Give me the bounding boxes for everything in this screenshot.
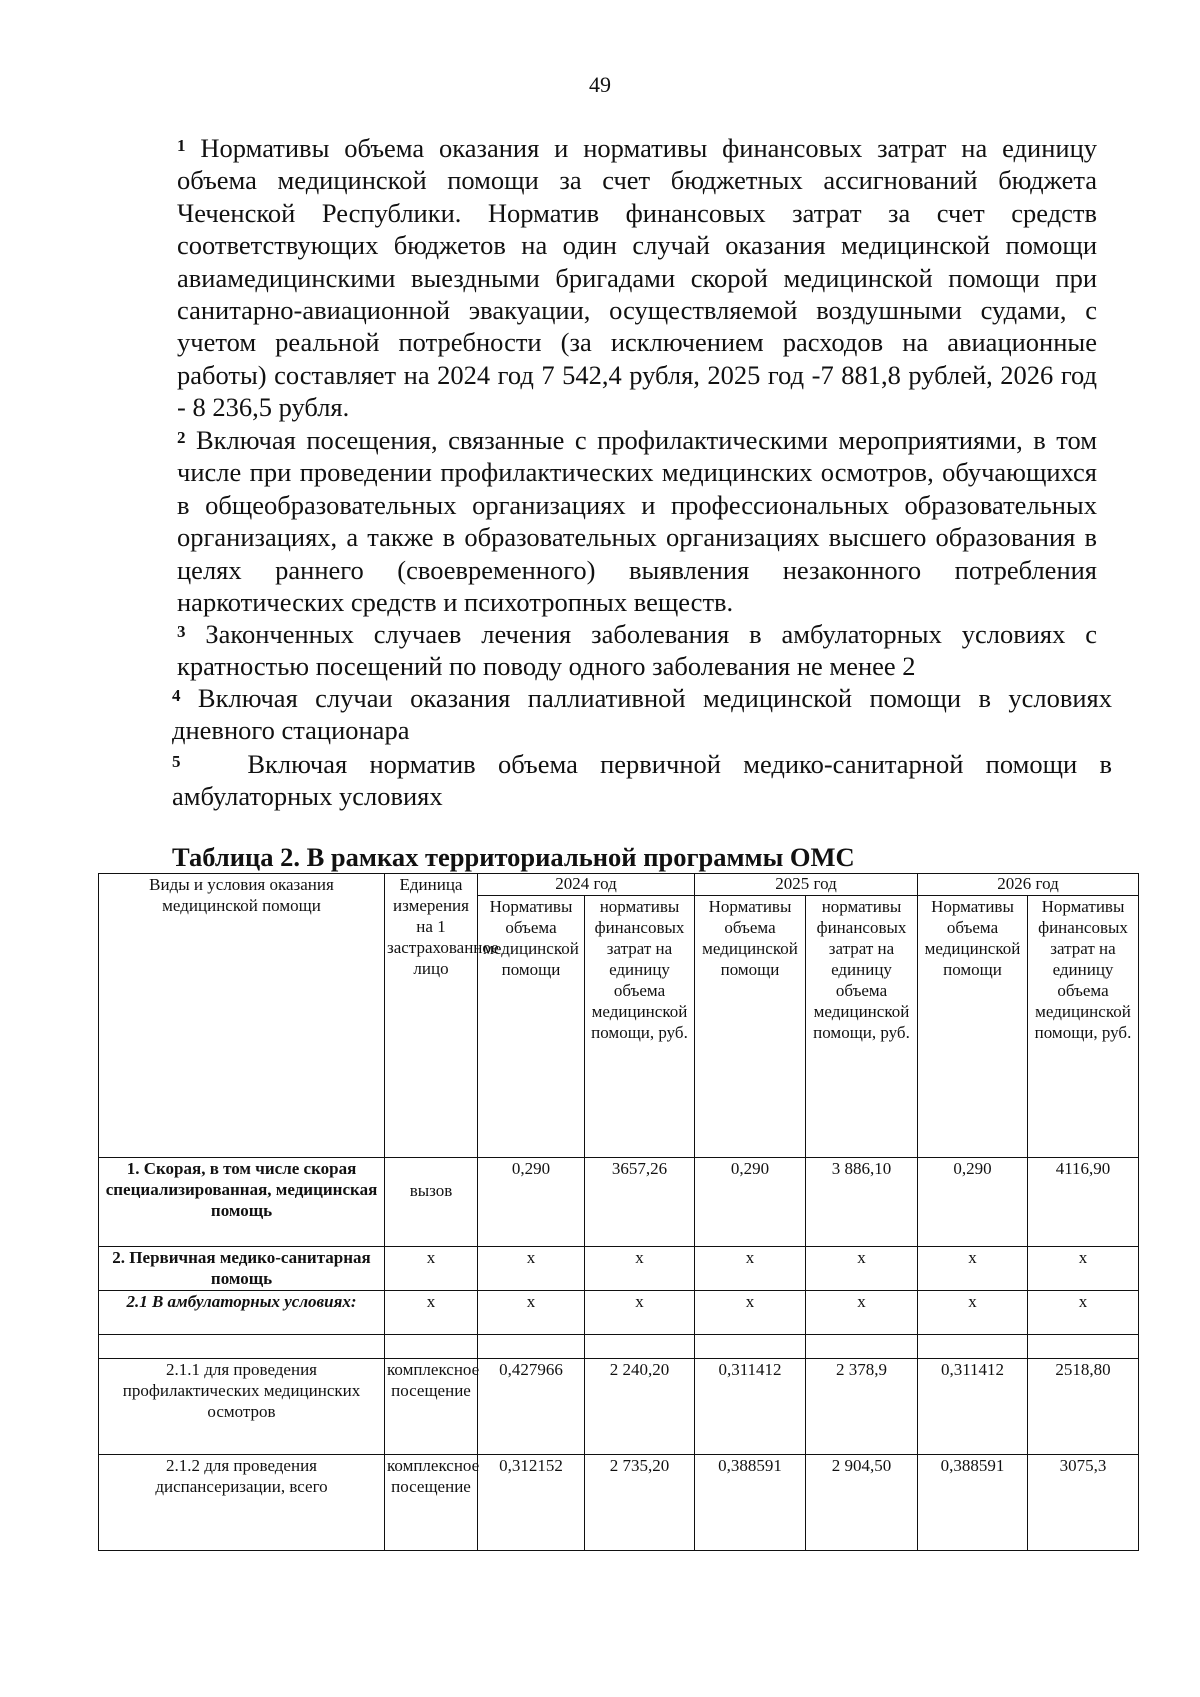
footnote-5: [172, 748, 1112, 813]
row-unit: комплексное посещение: [385, 1455, 478, 1551]
cell-2026-volume: 0,388591: [918, 1455, 1028, 1551]
header-year-2026: 2026 год: [918, 874, 1139, 896]
footnote-mark: 5: [172, 752, 181, 771]
cell-2024-volume: 0,427966: [478, 1359, 585, 1455]
footnote-text: Включая норматив объема первичной медико-санитарной помощи в амбулаторных условиях: [172, 749, 1112, 812]
footnote-mark: 4: [172, 686, 181, 705]
row-unit: х: [385, 1247, 478, 1291]
cell-2024-finance: х: [585, 1247, 695, 1291]
page-number: 49: [589, 72, 611, 97]
row-label: 2.1.2 для проведения диспансеризации, всего: [99, 1455, 385, 1551]
cell-2025-volume: х: [695, 1291, 806, 1335]
table-row: [99, 1291, 1139, 1335]
cell-2026-finance: 3075,3: [1028, 1455, 1139, 1551]
header-2024-finance: нормативы финансовых затрат на единицу объема медицинской помощи, руб.: [585, 896, 695, 1158]
header-year-2024: 2024 год: [478, 874, 695, 896]
cell-2025-volume: 0,311412: [695, 1359, 806, 1455]
footnote-text: Нормативы объема оказания и нормативы финансовых затрат на единицу объема медицинской помощи за счет бюджетных ассигнований бюджета Чеченской Республики. Норматив финансовых затрат за счет средств соответствующих бюджетов на один случай оказания медицинской помощи авиамедицинскими выездными бригадами скорой медицинской помощи при санитарно-авиационной эвакуации, осуществляемой воздушными судами, с учетом реальной потребности (за исключением расходов на авиационные работы) составляет на 2024 год 7 542,4 рубля, 2025 год -7 881,8 рублей, 2026 год - 8 236,5 рубля.: [177, 133, 1098, 423]
footnote-text: Включая посещения, связанные с профилактическими мероприятиями, в том числе при проведении профилактических медицинских осмотров, обучающихся в общеобразовательных организациях и профессиональных образовательных организациях, а также в образовательных организациях высшего образования в целях раннего (своевременного) выявления незаконного потребления наркотических средств и психотропных веществ.: [177, 425, 1098, 618]
cell-2026-finance: х: [1028, 1247, 1139, 1291]
table-caption: Таблица 2. В рамках территориальной программы ОМС: [172, 842, 855, 872]
cell-2025-finance: х: [806, 1291, 918, 1335]
header-2026-finance: Нормативы финансовых затрат на единицу объема медицинской помощи, руб.: [1028, 896, 1139, 1158]
cell-2024-volume: х: [478, 1291, 585, 1335]
footnote-4: [172, 682, 1112, 747]
footnote-3: [177, 618, 1097, 683]
row-label: 2.1 В амбулаторных условиях:: [99, 1291, 385, 1335]
cell-2024-volume: 0,290: [478, 1158, 585, 1247]
cell-2024-volume: 0,312152: [478, 1455, 585, 1551]
row-unit: комплексное посещение: [385, 1359, 478, 1455]
cell-2024-finance: х: [585, 1291, 695, 1335]
cell-2026-volume: 0,290: [918, 1158, 1028, 1247]
cell-2024-finance: 3657,26: [585, 1158, 695, 1247]
table-row: [99, 1158, 1139, 1247]
cell-2026-volume: х: [918, 1247, 1028, 1291]
cell-2024-finance: 2 240,20: [585, 1359, 695, 1455]
oms-norms-table: [98, 873, 1139, 1551]
footnote-2: [177, 424, 1097, 618]
header-2026-volume: Нормативы объема медицинской помощи: [918, 896, 1028, 1158]
cell-2024-volume: х: [478, 1247, 585, 1291]
header-kind: Виды и условия оказания медицинской помощи: [99, 874, 385, 1158]
cell-2025-finance: 3 886,10: [806, 1158, 918, 1247]
table-row: [99, 1359, 1139, 1455]
footnote-text: Включая случаи оказания паллиативной медицинской помощи в условиях дневного стационара: [172, 683, 1113, 746]
cell-2026-volume: 0,311412: [918, 1359, 1028, 1455]
cell-2025-finance: 2 904,50: [806, 1455, 918, 1551]
cell-2025-finance: 2 378,9: [806, 1359, 918, 1455]
footnote-1: [177, 132, 1097, 424]
cell-2026-finance: 4116,90: [1028, 1158, 1139, 1247]
cell-2025-volume: 0,290: [695, 1158, 806, 1247]
row-unit: вызов: [385, 1158, 478, 1247]
cell-2026-finance: 2518,80: [1028, 1359, 1139, 1455]
footnote-text: Законченных случаев лечения заболевания в амбулаторных условиях с кратностью посещений по поводу одного заболевания не менее 2: [177, 619, 1098, 682]
header-2025-finance: нормативы финансовых затрат на единицу объема медицинской помощи, руб.: [806, 896, 918, 1158]
table-row: [99, 1455, 1139, 1551]
cell-2025-volume: 0,388591: [695, 1455, 806, 1551]
cell-2024-finance: 2 735,20: [585, 1455, 695, 1551]
row-label: 2.1.1 для проведения профилактических медицинских осмотров: [99, 1359, 385, 1455]
table-row: [99, 1247, 1139, 1291]
cell-2025-finance: х: [806, 1247, 918, 1291]
row-label: 1. Скорая, в том числе скорая специализированная, медицинская помощь: [99, 1158, 385, 1247]
cell-2026-volume: х: [918, 1291, 1028, 1335]
row-unit: х: [385, 1291, 478, 1335]
table-row-empty: [99, 1335, 1139, 1359]
header-2025-volume: Нормативы объема медицинской помощи: [695, 896, 806, 1158]
cell-2025-volume: х: [695, 1247, 806, 1291]
footnote-mark: 3: [177, 622, 186, 641]
header-unit: Единица измерения на 1 застрахованное лицо: [385, 874, 478, 1158]
footnote-mark: 1: [177, 136, 186, 155]
header-year-2025: 2025 год: [695, 874, 918, 896]
row-label: 2. Первичная медико-санитарная помощь: [99, 1247, 385, 1291]
header-2024-volume: Нормативы объема медицинской помощи: [478, 896, 585, 1158]
footnote-mark: 2: [177, 428, 186, 447]
header-row-years: [99, 874, 1139, 896]
cell-2026-finance: х: [1028, 1291, 1139, 1335]
